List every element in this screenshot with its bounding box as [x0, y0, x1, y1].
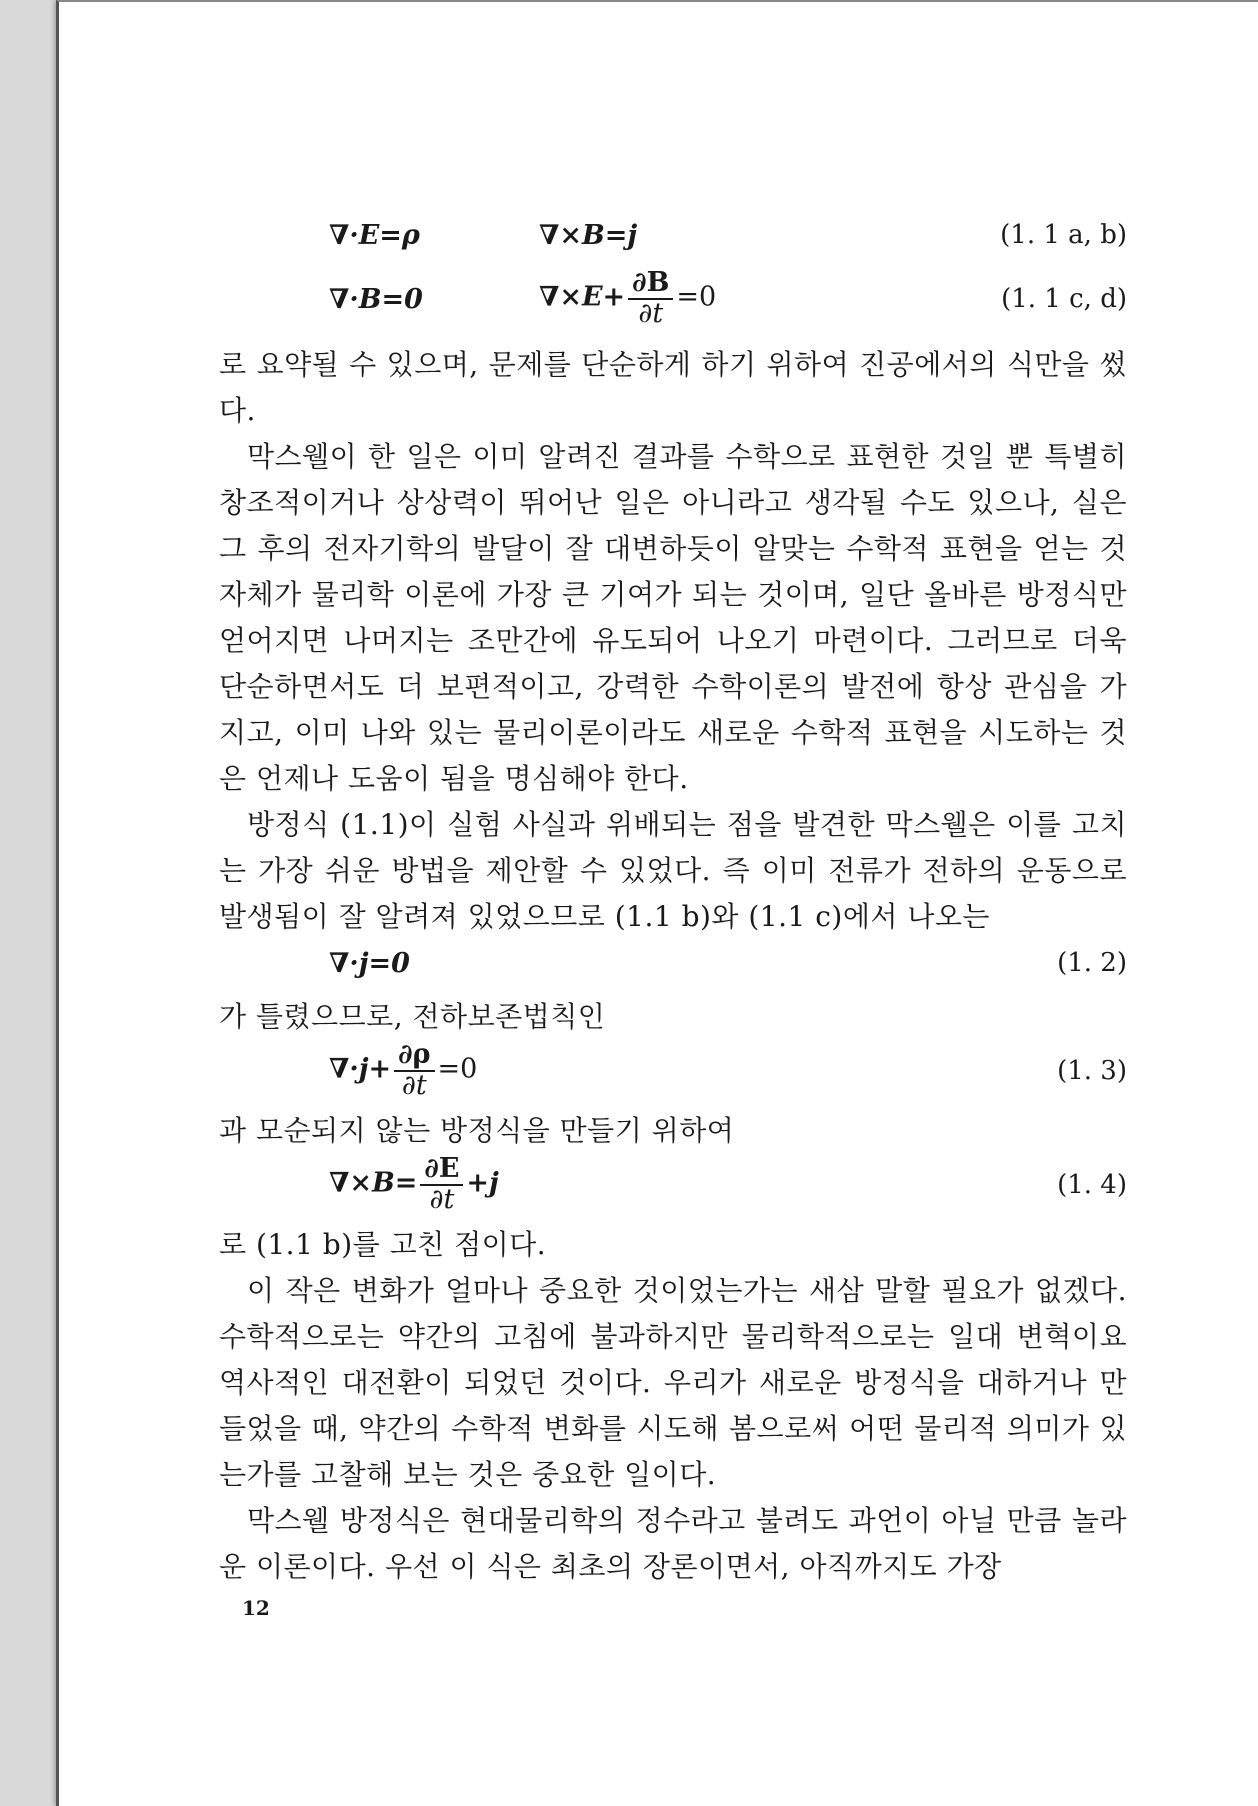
- paragraph: 막스웰이 한 일은 이미 알려진 결과를 수학으로 표현한 것일 뿐 특별히 창조적이거나 상상력이 뛰어난 일은 아니라고 생각될 수도 있으나, 실은 그 후의 전자기학의 발달이 잘 대변하듯이 알맞는 수학적 표현을 얻는 것 자체가 물리학 이론에 가장 큰 기여가 되는 것이며, 일단 올바른 방정식만 얻어지면 나머지는 조만간에 유도되어 나오기 마련이다. 그러므로 더욱 단순하면서도 더 보편적이고, 강력한 수학이론의 발전에 항상 관심을 가지고, 이미 나와 있는 물리이론이라도 새로운 수학적 표현을 시도하는 것은 언제나 도움이 됨을 명심해야 한다.: [219, 440, 1127, 795]
- equation-number: (1. 4): [1057, 1170, 1127, 1200]
- equation-part: ∇×B=: [329, 1167, 418, 1199]
- equation-1-3: [219, 1040, 1127, 1108]
- paragraph: 이 작은 변화가 얼마나 중요한 것이었는가는 새삼 말할 필요가 없겠다. 수학적으로는 약간의 고침에 불과하지만 물리학적으로는 일대 변혁이요 역사적인 대전환이 되었던 것이다. 우리가 새로운 방정식을 대하거나 만들었을 때, 약간의 수학적 변화를 시도해 봄으로써 어떤 물리적 의미가 있는가를 고찰해 보는 것은 중요한 일이다.: [219, 1274, 1127, 1491]
- equation-number: (1. 1 a, b): [1000, 220, 1127, 250]
- equation-part: =0: [676, 281, 717, 313]
- equation-part: +j: [466, 1167, 499, 1199]
- fraction: [628, 268, 673, 328]
- paragraph: 과 모순되지 않는 방정식을 만들기 위하여: [219, 1114, 735, 1147]
- fraction-numerator: ∂E: [420, 1154, 463, 1186]
- equation-1-1cd: [219, 267, 1127, 332]
- equation-part: ∇×E+: [539, 281, 626, 313]
- equation-ampere: ∇×B=j: [539, 220, 638, 251]
- equation-1-1ab: [219, 212, 1127, 270]
- equation-1-2: [219, 940, 1127, 994]
- equation-continuity-static: ∇·j=0: [329, 948, 410, 979]
- equation-part: =0: [437, 1053, 478, 1085]
- fraction-denominator: ∂t: [638, 298, 664, 329]
- equation-number: (1. 1 c, d): [1001, 284, 1127, 314]
- document-page: [56, 0, 1258, 1806]
- fraction: [420, 1154, 463, 1214]
- paragraph: 방정식 (1.1)이 실험 사실과 위배되는 점을 발견한 막스웰은 이를 고치는 가장 쉬운 방법을 제안할 수 있었다. 즉 이미 전류가 전하의 운동으로 발생됨이 잘 알려져 있었으므로 (1.1 b)와 (1.1 c)에서 나오는: [219, 808, 1127, 933]
- equation-continuity: [329, 1040, 477, 1100]
- paragraph: 로 (1.1 b)를 고친 점이다.: [219, 1228, 547, 1261]
- equation-gauss-e: ∇·E=ρ: [329, 220, 420, 251]
- fraction: [394, 1040, 434, 1100]
- fraction-denominator: ∂t: [429, 1184, 455, 1215]
- fraction-denominator: ∂t: [401, 1070, 427, 1101]
- page-number: 12: [242, 1596, 270, 1620]
- equation-faraday: [539, 268, 716, 328]
- paragraph: 로 요약될 수 있으며, 문제를 단순하게 하기 위하여 진공에서의 식만을 썼다.: [219, 348, 1127, 427]
- equation-1-4: [219, 1154, 1127, 1222]
- equation-number: (1. 2): [1057, 948, 1127, 978]
- equation-part: ∇·j+: [329, 1053, 392, 1085]
- fraction-numerator: ∂B: [628, 268, 673, 300]
- paragraph: 막스웰 방정식은 현대물리학의 정수라고 불려도 과언이 아닐 만큼 놀라운 이론이다. 우선 이 식은 최초의 장론이면서, 아직까지도 가장: [219, 1504, 1127, 1583]
- fraction-numerator: ∂ρ: [394, 1040, 434, 1072]
- page-content: [219, 212, 1127, 1590]
- equation-ampere-maxwell: [329, 1154, 499, 1214]
- paragraph: 가 틀렸으므로, 전하보존법칙인: [219, 1000, 606, 1033]
- equation-gauss-b: ∇·B=0: [329, 284, 423, 315]
- equation-number: (1. 3): [1057, 1056, 1127, 1086]
